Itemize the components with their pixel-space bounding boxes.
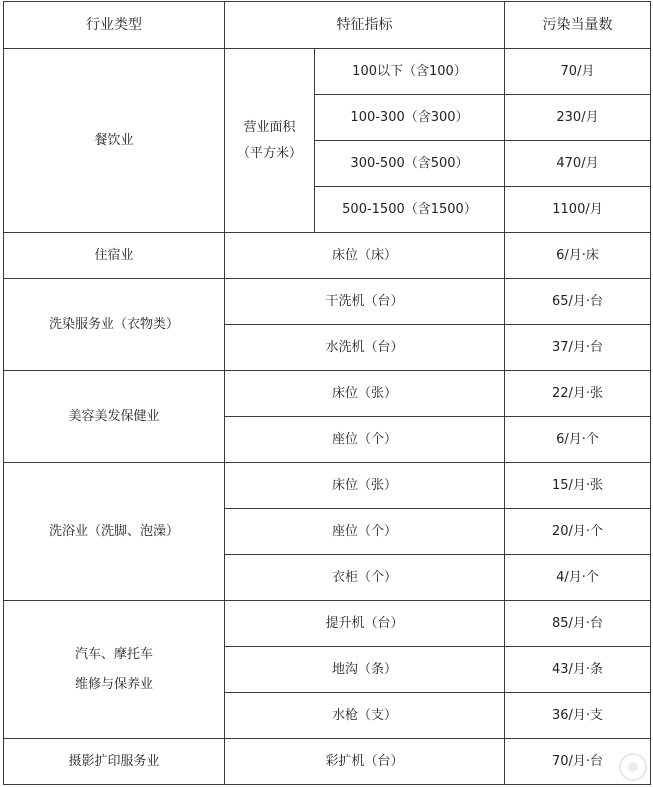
industry-auto-repair-line1: 汽车、摩托车 [74, 646, 153, 662]
indicator-cell: 衣柜（个） [225, 555, 505, 601]
indicator-cell: 提升机（台） [225, 601, 505, 647]
equivalent-value-cell: 43/月·条 [505, 647, 651, 693]
indicator-cell: 座位（个） [225, 509, 505, 555]
indicator-cell: 干洗机（台） [225, 279, 505, 325]
indicator-cell: 水洗机（台） [225, 325, 505, 371]
table-row [4, 233, 651, 279]
industry-laundry: 洗染服务业（衣物类） [4, 279, 225, 371]
equivalent-value-cell: 1100/月 [505, 187, 651, 233]
equivalent-value-cell: 6/月·个 [505, 417, 651, 463]
indicator-cell: 水枪（支） [225, 693, 505, 739]
equivalent-value-cell: 70/月·台 [505, 739, 651, 785]
indicator-cell: 床位（张） [225, 463, 505, 509]
indicator-cell: 座位（个） [225, 417, 505, 463]
header-equivalent: 污染当量数 [505, 2, 651, 49]
table-row [4, 49, 651, 95]
watermark-logo-icon [613, 747, 653, 787]
equivalent-value-cell: 6/月·床 [505, 233, 651, 279]
equivalent-value-cell: 36/月·支 [505, 693, 651, 739]
industry-photo: 摄影扩印服务业 [4, 739, 225, 785]
table-row [4, 601, 651, 647]
equivalent-value-cell: 230/月 [505, 95, 651, 141]
equivalent-value-cell: 37/月·台 [505, 325, 651, 371]
industry-auto-repair-line2: 维修与保养业 [74, 676, 153, 692]
table-header-row [4, 2, 651, 49]
indicator-cell: 彩扩机（台） [225, 739, 505, 785]
area-range-cell: 100以下（含100） [315, 49, 505, 95]
equivalent-value-cell: 65/月·台 [505, 279, 651, 325]
indicator-floor-area-label: 营业面积 [243, 119, 296, 135]
indicator-floor-area-unit: （平方米） [236, 145, 302, 161]
equivalent-value-cell: 4/月·个 [505, 555, 651, 601]
indicator-floor-area [225, 49, 315, 233]
area-range-cell: 100-300（含300） [315, 95, 505, 141]
header-industry-type: 行业类型 [4, 2, 225, 49]
equivalent-value-cell: 85/月·台 [505, 601, 651, 647]
industry-beauty: 美容美发保健业 [4, 371, 225, 463]
equivalent-value-cell: 470/月 [505, 141, 651, 187]
equivalent-value-cell: 20/月·个 [505, 509, 651, 555]
indicator-cell: 地沟（条） [225, 647, 505, 693]
indicator-cell: 床位（床） [225, 233, 505, 279]
table-row [4, 371, 651, 417]
table-row [4, 463, 651, 509]
industry-auto-repair [4, 601, 225, 739]
header-indicator: 特征指标 [225, 2, 505, 49]
table-row [4, 739, 651, 785]
pollution-equivalent-table [3, 1, 651, 785]
equivalent-value-cell: 15/月·张 [505, 463, 651, 509]
area-range-cell: 500-1500（含1500） [315, 187, 505, 233]
equivalent-value-cell: 70/月 [505, 49, 651, 95]
industry-bathing: 洗浴业（洗脚、泡澡） [4, 463, 225, 601]
industry-restaurant: 餐饮业 [4, 49, 225, 233]
area-range-cell: 300-500（含500） [315, 141, 505, 187]
indicator-cell: 床位（张） [225, 371, 505, 417]
table-row [4, 279, 651, 325]
industry-lodging: 住宿业 [4, 233, 225, 279]
equivalent-value-cell: 22/月·张 [505, 371, 651, 417]
